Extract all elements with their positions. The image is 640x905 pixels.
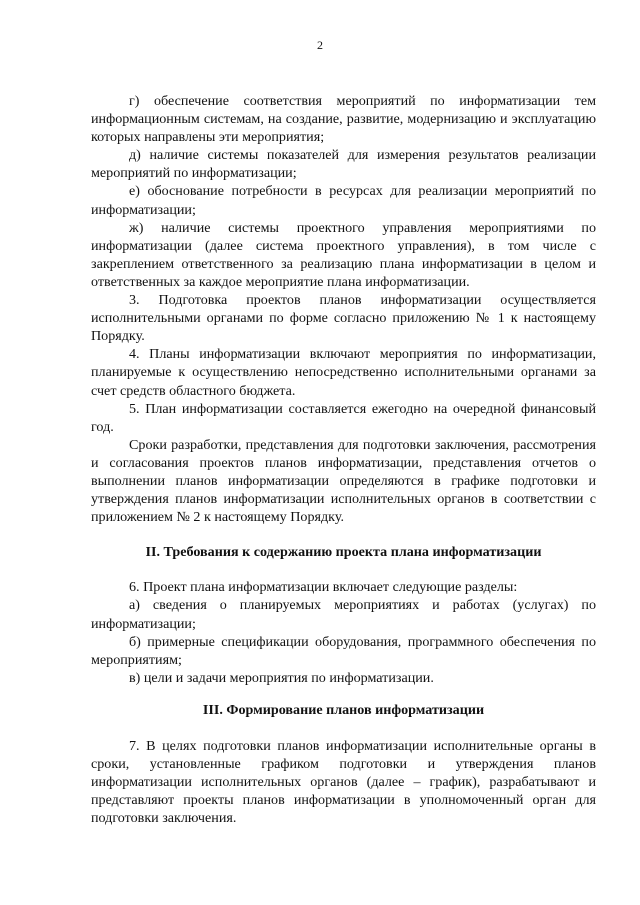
paragraph-6a: а) сведения о планируемых мероприятиях и работах (услугах) по информатизации; [91,597,596,632]
paragraph-4: 4. Планы информатизации включают мероприятия по информатизации, планируемые к осуществлению непосредственно исполнительными органами за счет средств областного бюджета. [91,346,596,399]
paragraph-6v: в) цели и задачи мероприятия по информатизации. [129,669,434,686]
paragraph-d: д) наличие системы показателей для измерения результатов реализации мероприятий по информатизации; [91,147,596,182]
paragraph-3: 3. Подготовка проектов планов информатизации осуществляется исполнительными органами по форме согласно приложению № 1 к настоящему Порядку. [91,292,596,345]
paragraph-7: 7. В целях подготовки планов информатизации исполнительные органы в сроки, установленные графиком подготовки и утверждения планов информатизации исполнительных органов (далее – график), разрабатывают и представляют проекты планов информатизации в уполномоченный орган для подготовки заключения. [91,738,596,827]
document-body [91,92,596,827]
paragraph-deadlines: Сроки разработки, представления для подготовки заключения, рассмотрения и согласования проектов планов информатизации, представления отчетов о выполнении планов информатизации определяются в графике подготовки и утверждения планов информатизации исполнительных органов в соответствии с приложением № 2 к настоящему Порядку. [91,436,596,526]
paragraph-zh: ж) наличие системы проектного управления мероприятиями по информатизации (далее система проектного управления), в том числе с закреплением ответственного за реализацию плана информатизации в целом и ответственных за каждое мероприятие плана информатизации. [91,219,596,290]
paragraph-6: 6. Проект плана информатизации включает следующие разделы: [129,579,518,596]
paragraph-5: 5. План информатизации составляется ежегодно на очередной финансовый год. [91,400,596,435]
section-3-heading: III. Формирование планов информатизации [202,701,485,718]
paragraph-6b: б) примерные спецификации оборудования, программного обеспечения по мероприятиям; [91,633,596,668]
paragraph-e: е) обоснование потребности в ресурсах для реализации мероприятий по информатизации; [91,183,596,218]
page-number: 2 [317,38,323,52]
section-2-heading: II. Требования к содержанию проекта плана информатизации [145,544,542,561]
paragraph-g: г) обеспечение соответствия мероприятий по информатизации тем информационным системам, на создание, развитие, модернизацию и эксплуатацию которых направлены эти мероприятия; [91,93,596,146]
